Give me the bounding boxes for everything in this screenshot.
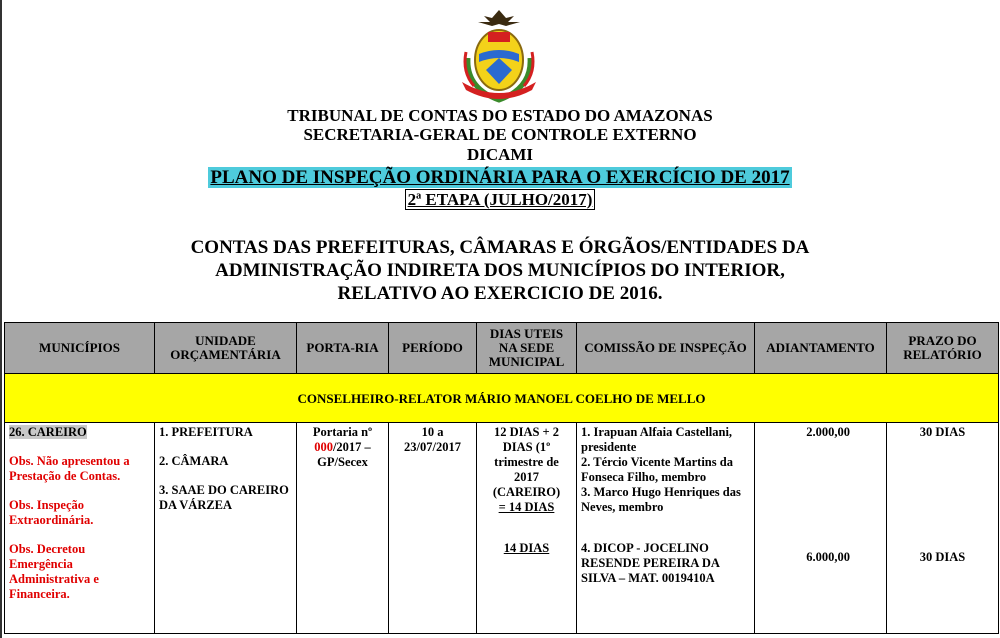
dias-total: = 14 DIAS <box>498 500 555 514</box>
comissao-cell <box>577 423 755 634</box>
adiantamento-2: 6.000,00 <box>806 550 850 564</box>
prazo-1: 30 DIAS <box>919 425 966 439</box>
prazo-cell <box>887 423 999 634</box>
periodo-cell: 10 a 23/07/2017 <box>389 423 477 634</box>
adiantamento-1: 2.000,00 <box>806 425 850 439</box>
dias-cell <box>477 423 577 634</box>
inspection-plan-table <box>4 322 999 634</box>
comissao-member-3: 3. Marco Hugo Henriques das Neves, membro <box>581 485 741 514</box>
column-header: ADIANTAMENTO <box>755 323 887 374</box>
portaria-suffix: /2017 – GP/Secex <box>317 440 371 469</box>
coat-of-arms-emblem <box>448 8 550 104</box>
portaria-cell <box>297 423 389 634</box>
subtitle-line-1: CONTAS DAS PREFEITURAS, CÂMARAS E ÓRGÃOS/ENTIDADES DA <box>190 237 810 258</box>
table-header-row <box>5 323 999 374</box>
unidade-prefeitura: 1. PREFEITURA <box>159 425 253 439</box>
obs-emergencia: Obs. Decretou Emergência Administrativa e Financeira. <box>9 542 99 601</box>
portaria-label: Portaria nº <box>312 425 373 439</box>
subtitle-line-2: ADMINISTRAÇÃO INDIRETA DOS MUNICÍPIOS DO INTERIOR, <box>215 260 785 281</box>
obs-prestacao: Obs. Não apresentou a Prestação de Contas. <box>9 454 130 483</box>
adiantamento-cell <box>755 423 887 634</box>
column-header: PORTA-RIA <box>297 323 389 374</box>
column-header: DIAS UTEIS NA SEDE MUNICIPAL <box>477 323 577 374</box>
secretariat-name: SECRETARIA-GERAL DE CONTROLE EXTERNO <box>303 125 697 144</box>
comissao-member-4: 4. DICOP - JOCELINO RESENDE PEREIRA DA SILVA – MAT. 0019410A <box>581 541 720 585</box>
unidade-cell <box>155 423 297 634</box>
prazo-2: 30 DIAS <box>919 550 966 564</box>
portaria-number: 000 <box>314 440 333 454</box>
column-header: PERÍODO <box>389 323 477 374</box>
column-header: COMISSÃO DE INSPEÇÃO <box>577 323 755 374</box>
obs-inspecao: Obs. Inspeção Extraordinária. <box>9 498 94 527</box>
stage-title: 2ª ETAPA (JULHO/2017) <box>0 190 1000 209</box>
dias-dicop: 14 DIAS <box>503 541 550 555</box>
column-header: MUNICÍPIOS <box>5 323 155 374</box>
plan-title: PLANO DE INSPEÇÃO ORDINÁRIA PARA O EXERCÍCIO DE 2017 <box>210 167 790 188</box>
institution-name: TRIBUNAL DE CONTAS DO ESTADO DO AMAZONAS <box>287 106 713 125</box>
unidade-saae: 3. SAAE DO CAREIRO DA VÁRZEA <box>159 483 289 512</box>
department-name: DICAMI <box>466 145 534 164</box>
column-header: UNIDADE ORÇAMENTÁRIA <box>155 323 297 374</box>
comissao-member-1: 1. Irapuan Alfaia Castellani, presidente <box>581 425 733 454</box>
dias-detail: 12 DIAS + 2 DIAS (1º trimestre de 2017 (CAREIRO) <box>492 425 561 499</box>
relator-name: CONSELHEIRO-RELATOR MÁRIO MANOEL COELHO DE MELLO <box>5 374 999 423</box>
unidade-camara: 2. CÂMARA <box>159 454 229 468</box>
municipio-cell <box>5 423 155 634</box>
municipio-name: 26. CAREIRO <box>9 425 87 439</box>
comissao-member-2: 2. Tércio Vicente Martins da Fonseca Filho, membro <box>581 455 733 484</box>
subtitle-line-3: RELATIVO AO EXERCICIO DE 2016. <box>337 283 663 304</box>
table-row <box>5 423 999 634</box>
relator-row <box>5 374 999 423</box>
page-border <box>0 0 2 638</box>
column-header: PRAZO DO RELATÓRIO <box>887 323 999 374</box>
